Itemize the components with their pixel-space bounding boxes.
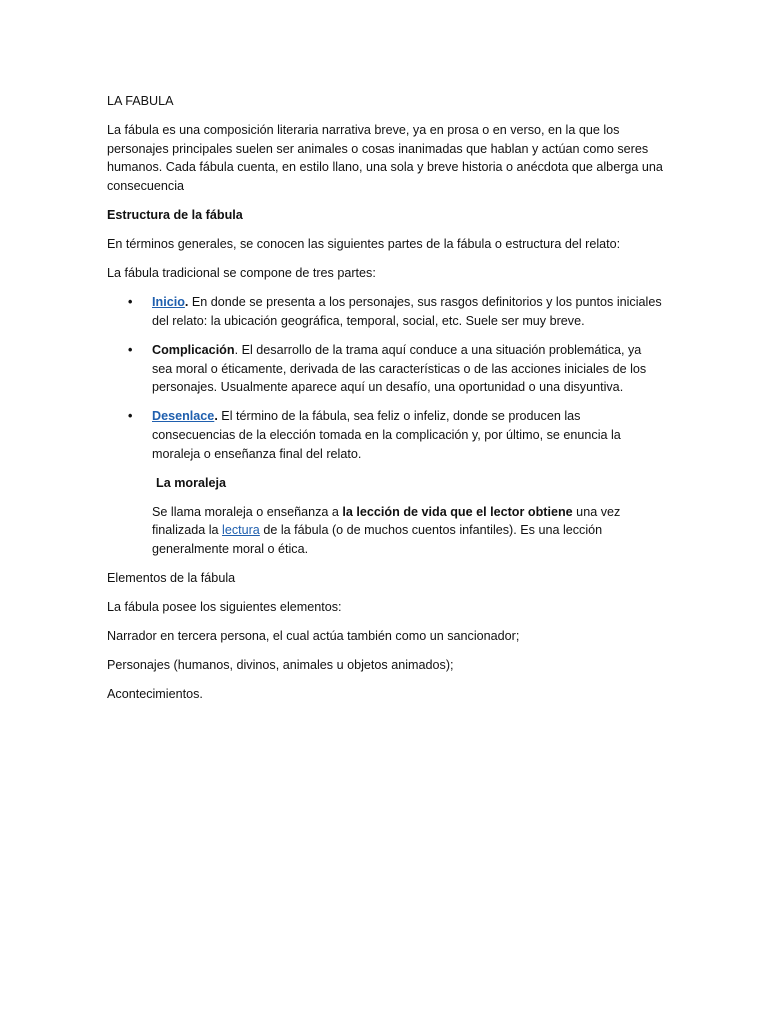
estructura-heading: Estructura de la fábula [107,208,243,223]
lectura-link[interactable]: lectura [222,523,260,538]
bullet-icon: • [128,409,133,424]
elemento-personajes: Personajes (humanos, divinos, animales u objetos animados); [107,658,454,673]
desenlace-term-period: . [214,409,218,424]
complicacion-text: . El desarrollo de la trama aquí conduce a una situación problemática, ya sea moral o éticamente, derivada de las características o de las acciones iniciales de los personajes. Usualmente aparece aquí un desafío, una oportunidad o una disyuntiva. [152,342,647,395]
bullet-icon: • [128,295,133,310]
list-item-desenlace [107,407,663,463]
moraleja-bold-phrase: la lección de vida que el lector obtiene [342,504,573,519]
estructura-intro-paragraph: En términos generales, se conocen las siguientes partes de la fábula o estructura del relato: [107,237,621,252]
moraleja-text-middle: una vez finalizada la [152,504,621,538]
parts-list [107,293,663,463]
bullet-icon: • [128,342,133,357]
list-item-inicio [107,293,663,330]
tres-partes-paragraph: La fábula tradicional se compone de tres partes: [107,266,376,281]
moraleja-paragraph [107,503,663,559]
intro-paragraph: La fábula es una composición literaria narrativa breve, ya en prosa o en verso, en la que los personajes principales suelen ser animales o cosas inanimadas que hablan y actúan como seres humanos. Cada fábula cuenta, en estilo llano, una sola y breve historia o anécdota que alberga una consecuencia [107,123,663,194]
inicio-term-period: . [184,295,189,310]
desenlace-link[interactable]: Desenlace [152,409,215,424]
complicacion-term: Complicación [152,342,235,357]
inicio-link[interactable]: Inicio [152,295,185,310]
list-item-complicacion [107,341,663,397]
moraleja-heading: La moraleja [156,475,226,490]
document-title: LA FABULA [107,94,174,108]
desenlace-text: El término de la fábula, sea feliz o infeliz, donde se producen las consecuencias de la elección tomada en la complicación y, por último, se enuncia la moraleja o enseñanza final del relato. [152,409,621,461]
document-body [107,92,663,714]
elementos-intro-paragraph: La fábula posee los siguientes elementos: [107,600,342,615]
moraleja-text-after: de la fábula (o de muchos cuentos infantiles). Es una lección generalmente moral o ética. [152,523,603,557]
elemento-acontecimientos: Acontecimientos. [107,687,203,702]
inicio-text: En donde se presenta a los personajes, sus rasgos definitorios y los puntos iniciales del relato: la ubicación geográfica, temporal, social, etc. Suele ser muy breve. [152,295,662,328]
elementos-heading: Elementos de la fábula [107,571,236,586]
elemento-narrador: Narrador en tercera persona, el cual actúa también como un sancionador; [107,629,520,644]
moraleja-text-before: Se llama moraleja o enseñanza a [152,504,343,519]
